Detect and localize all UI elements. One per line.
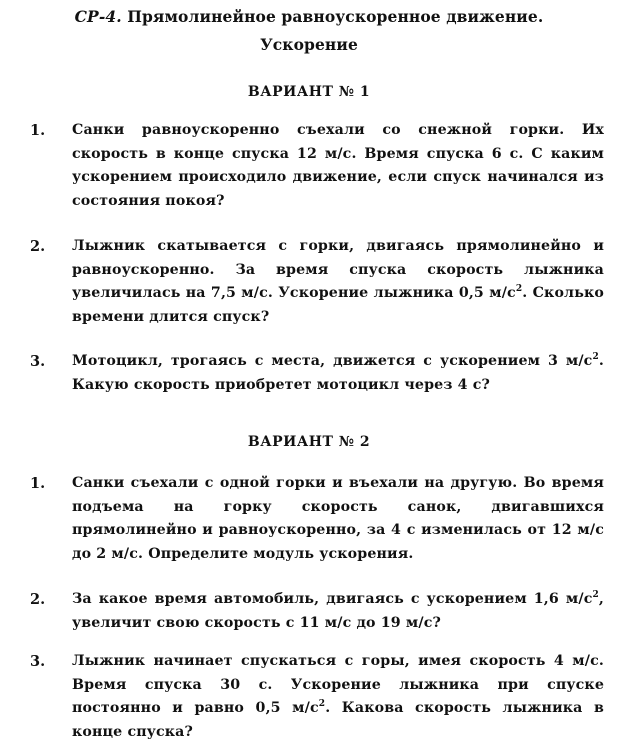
- variant-1-problem-1: [30, 119, 604, 213]
- problem-text: Санки съехали с одной горки и въехали на другую. Во время подъема на горку скорость санок, двигавшихся прямолинейно и равноускоренно, за 4 с изменилась от 12 м/с до 2 м/с. Определите модуль ускорения.: [72, 475, 604, 562]
- variant-1-heading: ВАРИАНТ № 1: [247, 84, 371, 100]
- problem-text: За какое время автомобиль, двигаясь с ускорением 1,6 $м/с^2$, увеличит свою скорость с 11 м/с до 19 м/с?: [72, 590, 604, 631]
- problem-text: Санки равноускоренно съехали со снежной горки. Их скорость в конце спуска 12 м/с. Время спуска 6 с. С каким ускорением происходило движение, если спуск начинался из состояния покоя?: [72, 122, 604, 209]
- variant-2-heading: ВАРИАНТ № 2: [247, 434, 371, 450]
- problem-number: 2.: [30, 591, 46, 608]
- problem-number: 3.: [30, 353, 46, 370]
- problem-text: Мотоцикл, трогаясь с места, движется с ускорением 3 $м/с^2$. Какую скорость приобретет мотоцикл через 4 с?: [72, 352, 604, 393]
- problem-number: 1.: [30, 475, 46, 492]
- title-line-1: Прямолинейное равноускоренное движение.: [127, 7, 544, 26]
- problem-number: 1.: [30, 122, 46, 139]
- problem-number: 2.: [30, 238, 46, 255]
- variant-2-problem-2: [30, 588, 604, 635]
- page-subtitle: Ускорение: [260, 35, 358, 54]
- variant-1-problem-2: [30, 235, 604, 329]
- variant-1-problem-3: [30, 350, 604, 397]
- problem-text: Лыжник скатывается с горки, двигаясь прямолинейно и равноускоренно. За время спуска скорость лыжника увеличилась на 7,5 м/с. Ускорение лыжника 0,5 $м/с^2$. Сколько времени длится спуск?: [72, 238, 604, 325]
- problem-text: Лыжник начинает спускаться с горы, имея скорость 4 м/с. Время спуска 30 с. Ускорение лыжника при спуске постоянно и равно 0,5 $м/с^2$. Какова скорость лыжника в конце спуска?: [72, 653, 604, 740]
- problem-number: 3.: [30, 653, 46, 670]
- page-title: [0, 6, 618, 28]
- worksheet-code: СР-4.: [74, 7, 122, 26]
- variant-2-problem-1: [30, 472, 604, 566]
- variant-2-problem-3: [30, 650, 604, 744]
